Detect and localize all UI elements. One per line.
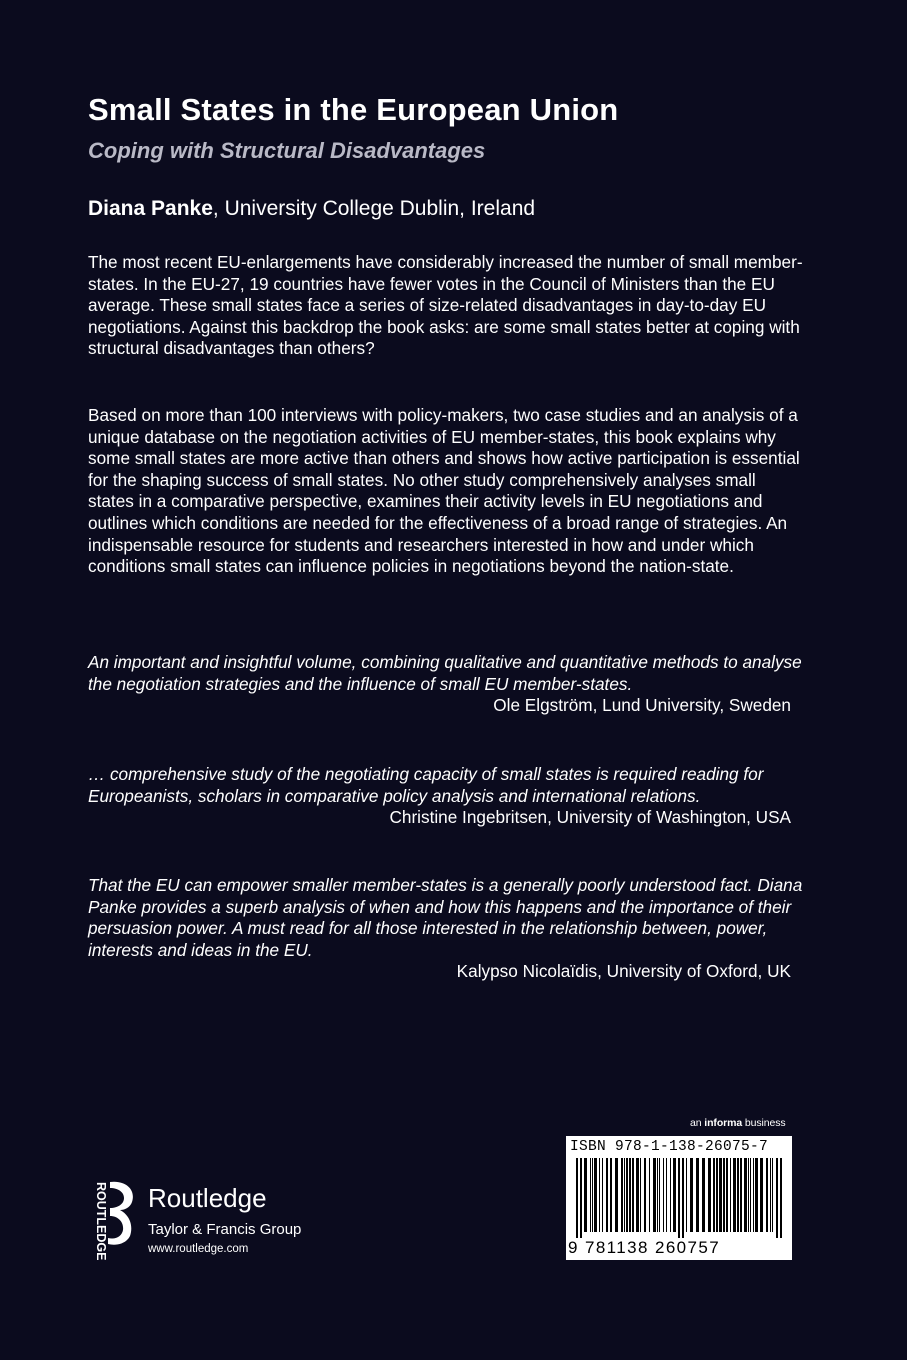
book-title: Small States in the European Union <box>88 92 619 127</box>
isbn-label: ISBN 978-1-138-26075-7 <box>570 1139 769 1155</box>
routledge-vertical-logo <box>82 1180 108 1261</box>
description-paragraph-1: The most recent EU-enlargements have considerably increased the number of small member-states. In the EU-27, 19 countries have fewer votes in the Council of Ministers than the EU average. These small states face a series of size-related disadvantages in day-to-day EU negotiations. Against this backdrop the book asks: are some small states better at coping with structural disadvantages than others? <box>88 252 803 359</box>
publisher-url[interactable]: www.routledge.com <box>148 1243 249 1255</box>
routledge-head-icon <box>104 1180 144 1246</box>
author-affiliation: , University College Dublin, Ireland <box>212 197 536 220</box>
informa-brand: informa <box>704 1117 743 1129</box>
description-paragraph-2: Based on more than 100 interviews with policy-makers, two case studies and an analysis of a unique database on the negotiation activities of EU member-states, this book explains why some small states are more active than others and shows how active participation is essential for the shaping success of small states. No other study comprehensively analyses small states in a comparative perspective, examines their activity levels in EU negotiations and outlines which conditions are needed for the effectiveness of a broad range of strategies. An indispensable resource for students and researchers interested in how and under which conditions small states can influence policies in negotiations beyond the nation-state. <box>88 405 800 577</box>
barcode-bars <box>570 1158 788 1238</box>
informa-prefix: an <box>690 1117 705 1129</box>
review-quote: An important and insightful volume, combining qualitative and quantitative methods to analyse the negotiation strategies and the influence of small EU member-states. <box>88 652 802 694</box>
author-name: Diana Panke <box>88 197 213 220</box>
routledge-vertical-text: ROUTLEDGE <box>94 1182 108 1261</box>
review <box>88 652 803 717</box>
informa-suffix: business <box>742 1117 786 1129</box>
review-quote: … comprehensive study of the negotiating capacity of small states is required reading for Europeanists, scholars in comparative policy analysis and international relations. <box>88 764 764 806</box>
review-quote: That the EU can empower smaller member-states is a generally poorly understood fact. Diana Panke provides a superb analysis of when and how this happens and the importance of their persuasion power. A must read for all those interested in the relationship between, power, interests and ideas in the EU. <box>88 875 803 960</box>
publisher-group: Taylor & Francis Group <box>148 1221 302 1238</box>
review <box>88 875 803 983</box>
review-attribution: Kalypso Nicolaïdis, University of Oxford, UK <box>456 961 791 982</box>
review-attribution: Christine Ingebritsen, University of Washington, USA <box>389 807 791 828</box>
publisher-name: Routledge <box>148 1183 267 1213</box>
isbn-barcode <box>566 1136 792 1260</box>
review <box>88 764 803 829</box>
author-line <box>88 197 535 221</box>
ean-digits: 9 781138 260757 <box>568 1238 721 1257</box>
book-subtitle: Coping with Structural Disadvantages <box>88 138 486 163</box>
informa-business-tagline <box>690 1117 786 1129</box>
review-attribution: Ole Elgström, Lund University, Sweden <box>493 695 791 716</box>
